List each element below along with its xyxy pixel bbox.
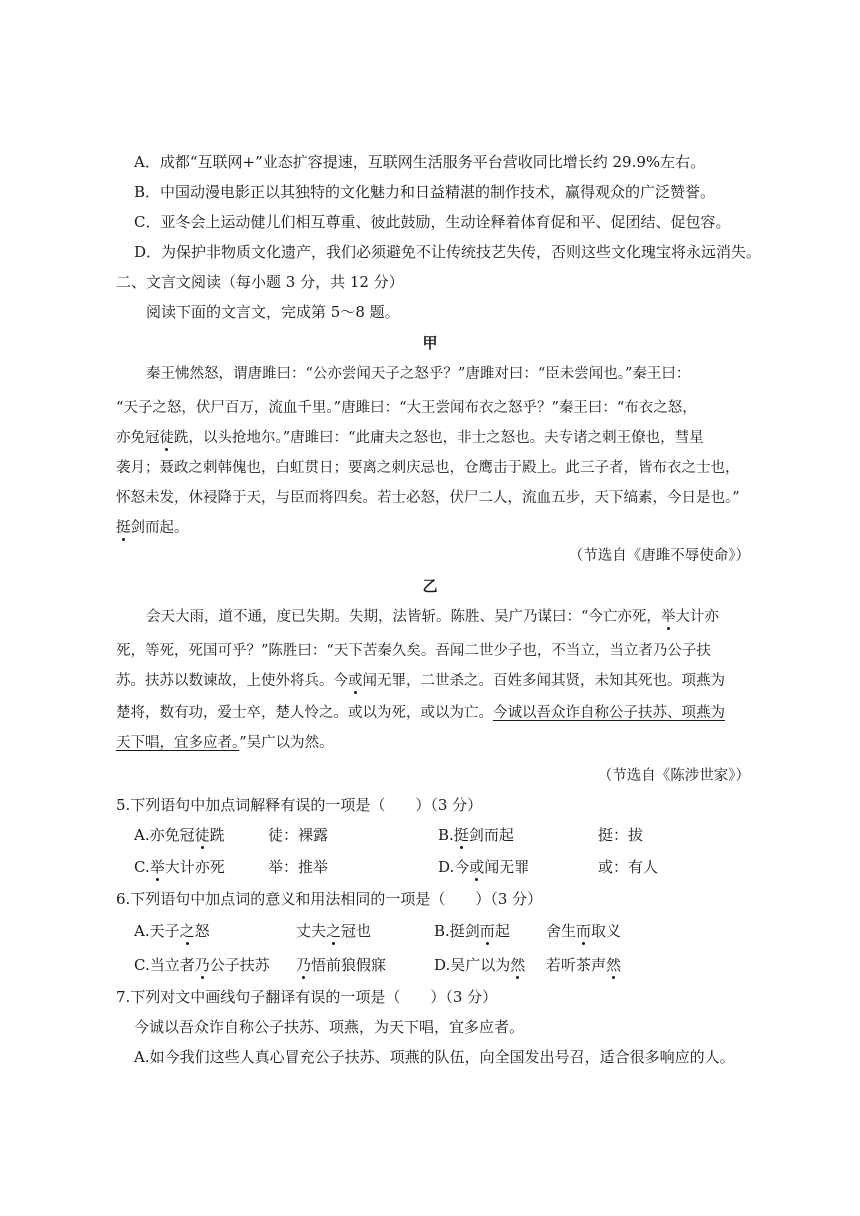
text-span: ”吴广以为然。: [239, 735, 334, 751]
text-span: B.: [438, 826, 454, 844]
text-span: C.: [134, 858, 150, 876]
passage-jia-source: （节选自《唐雎不辱使命》）: [568, 548, 750, 564]
q5-option-a-definition: 徒：裸露: [268, 826, 329, 844]
passage-yi-line: [116, 733, 334, 753]
passage-jia-line: [116, 428, 704, 448]
text-span: D.今: [438, 858, 470, 876]
dotted-word: 或: [469, 858, 485, 876]
q5-option-d: [438, 857, 529, 877]
q4-option-a: A．成都“互联网+”业态扩容提速，互联网生活服务平台营收同比增长约 29.9%左右。: [134, 153, 706, 171]
text-span: 公子扶苏: [209, 956, 270, 974]
dotted-word: 挺: [453, 826, 469, 844]
passage-yi-title: 乙: [422, 577, 438, 595]
text-span: 取义: [591, 922, 622, 940]
q5-option-b-definition: 挺：拔: [598, 826, 644, 844]
q4-option-c: C．亚冬会上运动健儿们相互尊重、彼此鼓励，生动诠释着体育促和平、促团结、促包容。: [134, 213, 731, 231]
dotted-word: 徒: [159, 430, 174, 446]
text-span: 悟前狼假寐: [311, 956, 387, 974]
text-span: 亦免冠: [116, 430, 160, 446]
text-span: 丈夫: [296, 922, 327, 940]
passage-jia-line: 怀怒未发，休祲降于天，与臣而将四矣。若士必怒，伏尸二人，流血五步，天下缟素，今日是也。”: [116, 490, 740, 506]
q7-option-a: A.如今我们这些人真心冒充公子扶苏、项燕的队伍，向全国发出号召，适合很多响应的人。: [134, 1048, 735, 1066]
q6-option-d-second: [546, 955, 621, 975]
text-span: C.当立者: [134, 956, 195, 974]
dotted-word: 举: [149, 858, 165, 876]
text-span: 跣: [209, 826, 225, 844]
text-span: 跣，以头抢地尔。”唐雎曰：“此庸夫之怒也，非士之怒也。夫专诸之刺王僚也，彗星: [174, 430, 704, 446]
q5-option-c: [134, 857, 225, 877]
dotted-word: 然: [510, 956, 526, 974]
dotted-word: 或: [348, 673, 363, 689]
q4-option-d: D．为保护非物质文化遗产，我们必须避免不让传统技艺失传，否则这些文化瑰宝将永远消失。: [134, 243, 762, 261]
text-span: 闻无罪，二世杀之。百姓多闻其贤，未知其死也。项燕为: [362, 673, 725, 689]
text-span: A.天子: [134, 922, 180, 940]
q6-option-a-second: [296, 921, 371, 941]
text-span: 若听茶声: [546, 956, 607, 974]
text-span: 苏。扶苏以数谏故，上使外将兵。今: [116, 673, 348, 689]
text-span: 楚将，数有功，爱士卒，楚人怜之。或以为死，或以为亡。: [116, 705, 493, 721]
text-span: A.亦免冠: [134, 826, 195, 844]
dotted-word: 举: [660, 609, 676, 625]
dotted-word: 而: [479, 922, 495, 940]
underlined-sentence: 今诚以吾众诈自称公子扶苏、项燕为: [493, 705, 725, 721]
q6-option-d-first: [434, 955, 525, 975]
text-span: 起: [494, 922, 510, 940]
passage-yi-line: [116, 703, 725, 723]
q6-option-b-first: [434, 921, 510, 941]
underlined-sentence: 天下唱，宜多应者。: [116, 735, 240, 751]
dotted-word: 挺: [116, 520, 131, 536]
dotted-word: 乃: [194, 956, 210, 974]
dotted-word: 然: [606, 956, 622, 974]
q7-stem: 7.下列对文中画线句子翻译有误的一项是（ ）（3 分）: [116, 988, 498, 1006]
q5-option-a: [134, 825, 225, 845]
passage-jia-line: 袭月；聂政之刺韩傀也，白虹贯日；要离之刺庆忌也，仓鹰击于殿上。此三子者，皆布衣之士也，: [116, 460, 740, 476]
text-span: 大计亦死: [164, 858, 225, 876]
q5-option-b: [438, 825, 514, 845]
passage-yi-source: （节选自《陈涉世家》）: [597, 768, 750, 784]
text-span: D.吴广以为: [434, 956, 511, 974]
dotted-word: 而: [576, 922, 592, 940]
q7-sentence: 今诚以吾众诈自称公子扶苏、项燕，为天下唱，宜多应者。: [134, 1018, 525, 1036]
q5-option-c-definition: 举：推举: [268, 858, 329, 876]
text-span: 冠也: [341, 922, 372, 940]
q6-option-b-second: [546, 921, 621, 941]
text-span: 舍生: [546, 922, 577, 940]
dotted-word: 之: [326, 922, 342, 940]
passage-jia-line: “天子之怒，伏尸百万，流血千里。”唐雎曰：“大王尝闻布衣之怒乎？”秦王曰：“布衣之怒，: [116, 400, 697, 416]
passage-jia-line: 秦王怫然怒，谓唐雎曰：“公亦尝闻天子之怒乎？”唐雎对曰：“臣未尝闻也。”秦王曰：: [146, 366, 691, 382]
text-span: 剑而起。: [130, 520, 189, 536]
q5-stem: 5.下列语句中加点词解释有误的一项是（ ）（3 分）: [116, 796, 483, 814]
dotted-word: 之: [179, 922, 195, 940]
dotted-word: 乃: [296, 956, 312, 974]
q6-option-c-second: [296, 955, 386, 975]
q4-option-b: B．中国动漫电影正以其独特的文化魅力和日益精湛的制作技术，赢得观众的广泛赞誉。: [134, 183, 716, 201]
q5-option-d-definition: 或：有人: [598, 858, 659, 876]
text-span: 大计亦: [675, 609, 719, 625]
dotted-word: 徒: [194, 826, 210, 844]
text-span: 会天大雨，道不通，度已失期。失期，法皆斩。陈胜、吴广乃谋曰：“今亡亦死，: [146, 609, 661, 625]
text-span: 剑而起: [468, 826, 514, 844]
text-span: B.挺剑: [434, 922, 480, 940]
text-span: 怒: [194, 922, 210, 940]
passage-yi-line: [146, 607, 719, 627]
q6-stem: 6.下列语句中加点词的意义和用法相同的一项是（ ）（3 分）: [116, 890, 543, 908]
q6-option-c-first: [134, 955, 270, 975]
passage-yi-line: [116, 671, 725, 691]
text-span: 闻无罪: [484, 858, 530, 876]
passage-jia-title: 甲: [422, 334, 438, 352]
section2-instruction: 阅读下面的文言文，完成第 5～8 题。: [146, 303, 400, 321]
section2-heading: 二、文言文阅读（每小题 3 分，共 12 分）: [116, 273, 404, 291]
passage-jia-line: [116, 518, 189, 538]
passage-yi-line: 死，等死，死国可乎？”陈胜曰：“天下苦秦久矣。吾闻二世少子也，不当立，当立者乃公子扶: [116, 643, 711, 659]
q6-option-a-first: [134, 921, 210, 941]
